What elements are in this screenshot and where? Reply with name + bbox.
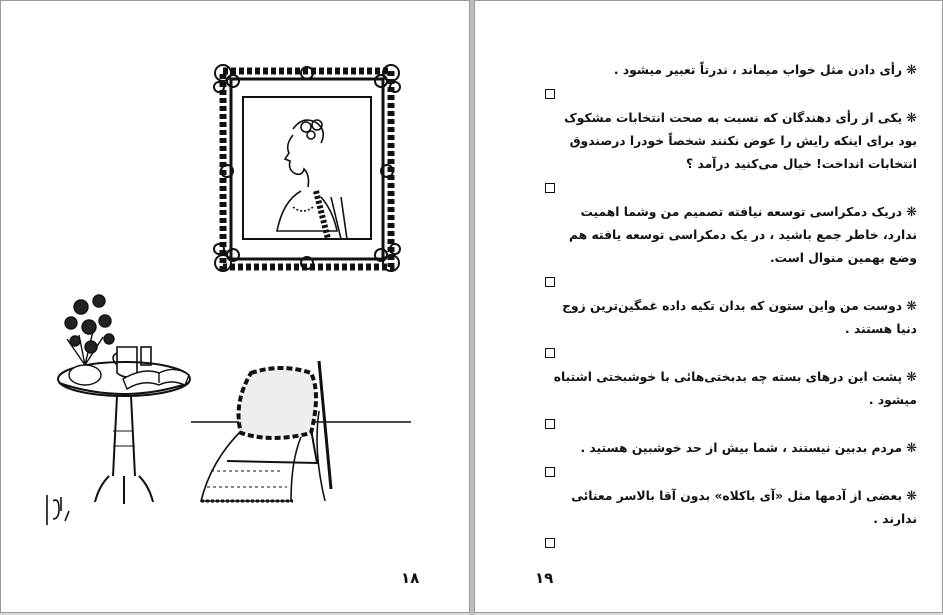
separator-square-icon: [545, 419, 555, 429]
separator-square-icon: [545, 348, 555, 358]
page-number-right: ۱۹: [535, 569, 554, 587]
star-bullet-icon: ❋: [906, 489, 917, 504]
star-bullet-icon: ❋: [906, 441, 917, 456]
aphorism-text: دوست من واین ستون که بدان تکیه داده غمگین‌ترین زوج دنیا هستند .: [562, 299, 917, 336]
star-bullet-icon: ❋: [906, 205, 917, 220]
separator-square-icon: [545, 467, 555, 477]
page-number-left: ۱۸: [401, 569, 420, 587]
separator-square-icon: [545, 277, 555, 287]
aphorism-5: [545, 366, 917, 412]
aphorism-text: رأی دادن مثل خواب میماند ، ندرتاً تعبیر میشود .: [613, 63, 903, 77]
aphorism-text: یکی از رأی دهندگان که نسبت به صحت انتخابات مشکوک بود برای اینکه رایش را عوض نکنند شخصاً خودرا درصندوق انتخابات انداخت! خیال می‌کنید درآمد ؟: [564, 111, 917, 171]
aphorism-4: [545, 295, 917, 341]
separator-square-icon: [545, 89, 555, 99]
aphorism-2: [545, 107, 917, 176]
ornate-frame-portrait: [214, 65, 400, 271]
aphorism-6: [545, 437, 917, 460]
artist-signature: [47, 495, 69, 525]
aphorism-list: [545, 59, 917, 556]
star-bullet-icon: ❋: [906, 63, 917, 78]
star-bullet-icon: ❋: [906, 370, 917, 385]
star-bullet-icon: ❋: [906, 299, 917, 314]
aphorism-text: مردم بدبین نیستند ، شما بیش از حد خوشبین هستید .: [580, 441, 903, 455]
separator-square-icon: [545, 183, 555, 193]
star-bullet-icon: ❋: [906, 111, 917, 126]
aphorism-text: بعضی از آدمها مثل «آی باکلاه» بدون آقا بالاسر معنائی ندارند .: [571, 489, 917, 526]
woman-in-chair: [201, 361, 331, 501]
aphorism-text: دریک دمکراسی توسعه نیافته تصمیم من وشما اهمیت ندارد، خاطر جمع باشید ، در یک دمکراسی توسعه یافته هم وضع بهمین منوال است.: [569, 205, 917, 265]
separator-square-icon: [545, 538, 555, 548]
cartoon-illustration: [1, 1, 470, 613]
right-page: [474, 0, 943, 613]
aphorism-text: پشت این درهای بسته چه بدبختی‌هائی با خوشبختی اشتباه میشود .: [553, 370, 917, 407]
aphorism-7: [545, 485, 917, 531]
aphorism-3: [545, 201, 917, 270]
aphorism-1: [545, 59, 917, 82]
left-page: [0, 0, 470, 613]
